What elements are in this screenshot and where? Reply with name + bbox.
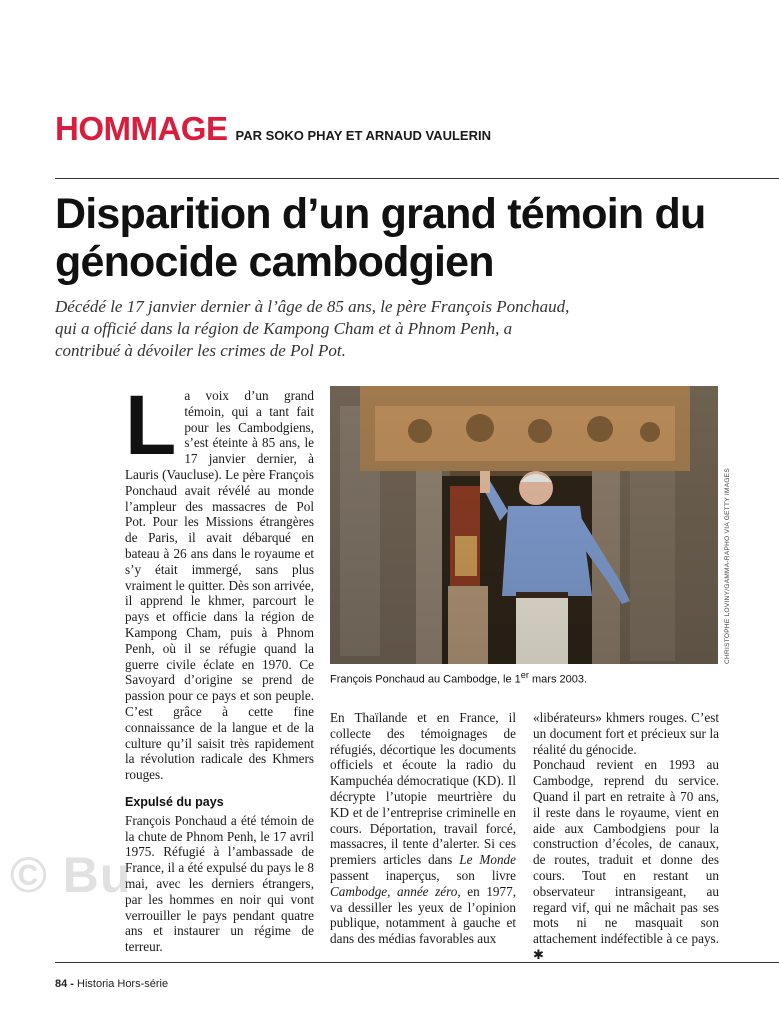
- body-paragraph: [533, 757, 719, 962]
- article-photo: [330, 386, 718, 664]
- temple-doorway-photo: [330, 386, 718, 664]
- section-subhead: Expulsé du pays: [125, 794, 224, 809]
- body-paragraph: «libérateurs» khmers rouges. C’est un document fort et précieux sur la réalité du génocide.: [533, 710, 719, 757]
- author-byline: PAR SOKO PHAY ET ARNAUD VAULERIN: [235, 128, 491, 143]
- photo-credit: CHRISTOPHE LOVINY/GAMMA-RAPHO VIA GETTY IMAGES: [724, 468, 731, 664]
- section-label: HOMMAGE: [55, 110, 228, 147]
- page-number: 84 -: [55, 978, 74, 990]
- body-paragraph: a voix d’un grand témoin, qui a tant fait pour les Cambodgiens, s’est éteinte à 85 ans, le 17 janvier dernier, à Lauris (Vaucluse). Le père François Ponchaud avait révélé au monde l’ampleur des massacres de Pol Pot. Pour les Missions étrangères de Paris, il avait débarqué en bateau à 26 ans dans le royaume et s’y était immergé, sans plus vraiment le quitter. Dès son arrivée, il apprend le khmer, parcourt le pays et officie dans la région de Kampong Cham, puis à Phnom Penh, où il se réfugie quand la guerre civile éclate en 1970. Ce Savoyard d’origine se prend de passion pour ce pays et son peuple. C’est grâce à cette fine connaissance de la langue et de la culture qu’il saisit très rapidement la révolution radicale des Khmers rouges.: [125, 388, 314, 783]
- article-headline: Disparition d’un grand témoin du génocide cambodgien: [55, 190, 706, 286]
- body-text: passent inaperçus, son livre: [330, 867, 516, 883]
- magazine-name: Historia Hors-série: [77, 978, 169, 990]
- copyright-watermark: © Bu: [10, 847, 132, 903]
- body-paragraph: François Ponchaud a été témoin de la chute de Phnom Penh, le 17 avril 1975. Réfugié à l’ambassade de France, il a été expulsé du pays le 8 mai, avec les derniers étrangers, par les hommes en noir qui vont verrouiller le pays pendant quatre ans et instaurer un régime de terreur.: [125, 812, 314, 955]
- top-divider: [55, 178, 779, 179]
- body-column-2: [330, 710, 516, 947]
- body-text: En Thaïlande et en France, il collecte des témoignages de réfugiés, décortique les documents officiels et écoute la radio du Kampuchéa démocratique (KD). Il décrypte l’utopie meurtrière du KD et de l’entreprise criminelle en cours. Déportation, travail forcé, massacres, il tente d’alerter. Si ces premiers articles dans: [330, 710, 516, 868]
- page-footer: [55, 978, 168, 990]
- bottom-divider: [55, 962, 779, 963]
- publication-title: Le Monde: [459, 852, 516, 868]
- caption-superscript: er: [520, 670, 529, 680]
- book-title: Cambodge, année zéro: [330, 883, 458, 899]
- body-column-3: [533, 710, 719, 963]
- photo-caption: [330, 670, 720, 686]
- section-kicker: [55, 110, 491, 148]
- caption-text: François Ponchaud au Cambodge, le 1: [330, 673, 521, 686]
- body-text: , en 1977, va dessiller les yeux de l’opinion publique, notamment à gauche et dans des médias favorables aux: [330, 883, 516, 947]
- drop-cap: L: [125, 378, 177, 472]
- end-mark-icon: ✱: [533, 946, 545, 962]
- body-text: Ponchaud revient en 1993 au Cambodge, reprend du service. Quand il part en retraite à 70 ans, il reste dans le royaume, vient en aide aux Cambodgiens pour la construction d’écoles, de canaux, de routes, traduit et donne des cours. Tout en restant un observateur intransigeant, au regard vif, qui ne mâchait pas ses mots ni ne masquait son attachement indéfectible à ce pays.: [533, 757, 719, 947]
- body-paragraph: [330, 710, 516, 947]
- caption-text-end: mars 2003.: [528, 673, 588, 686]
- body-column-1: [125, 378, 314, 955]
- article-standfirst: Décédé le 17 janvier dernier à l’âge de 85 ans, le père François Ponchaud, qui a officié dans la région de Kampong Cham et à Phnom Penh, a contribué à dévoiler les crimes de Pol Pot.: [55, 297, 570, 360]
